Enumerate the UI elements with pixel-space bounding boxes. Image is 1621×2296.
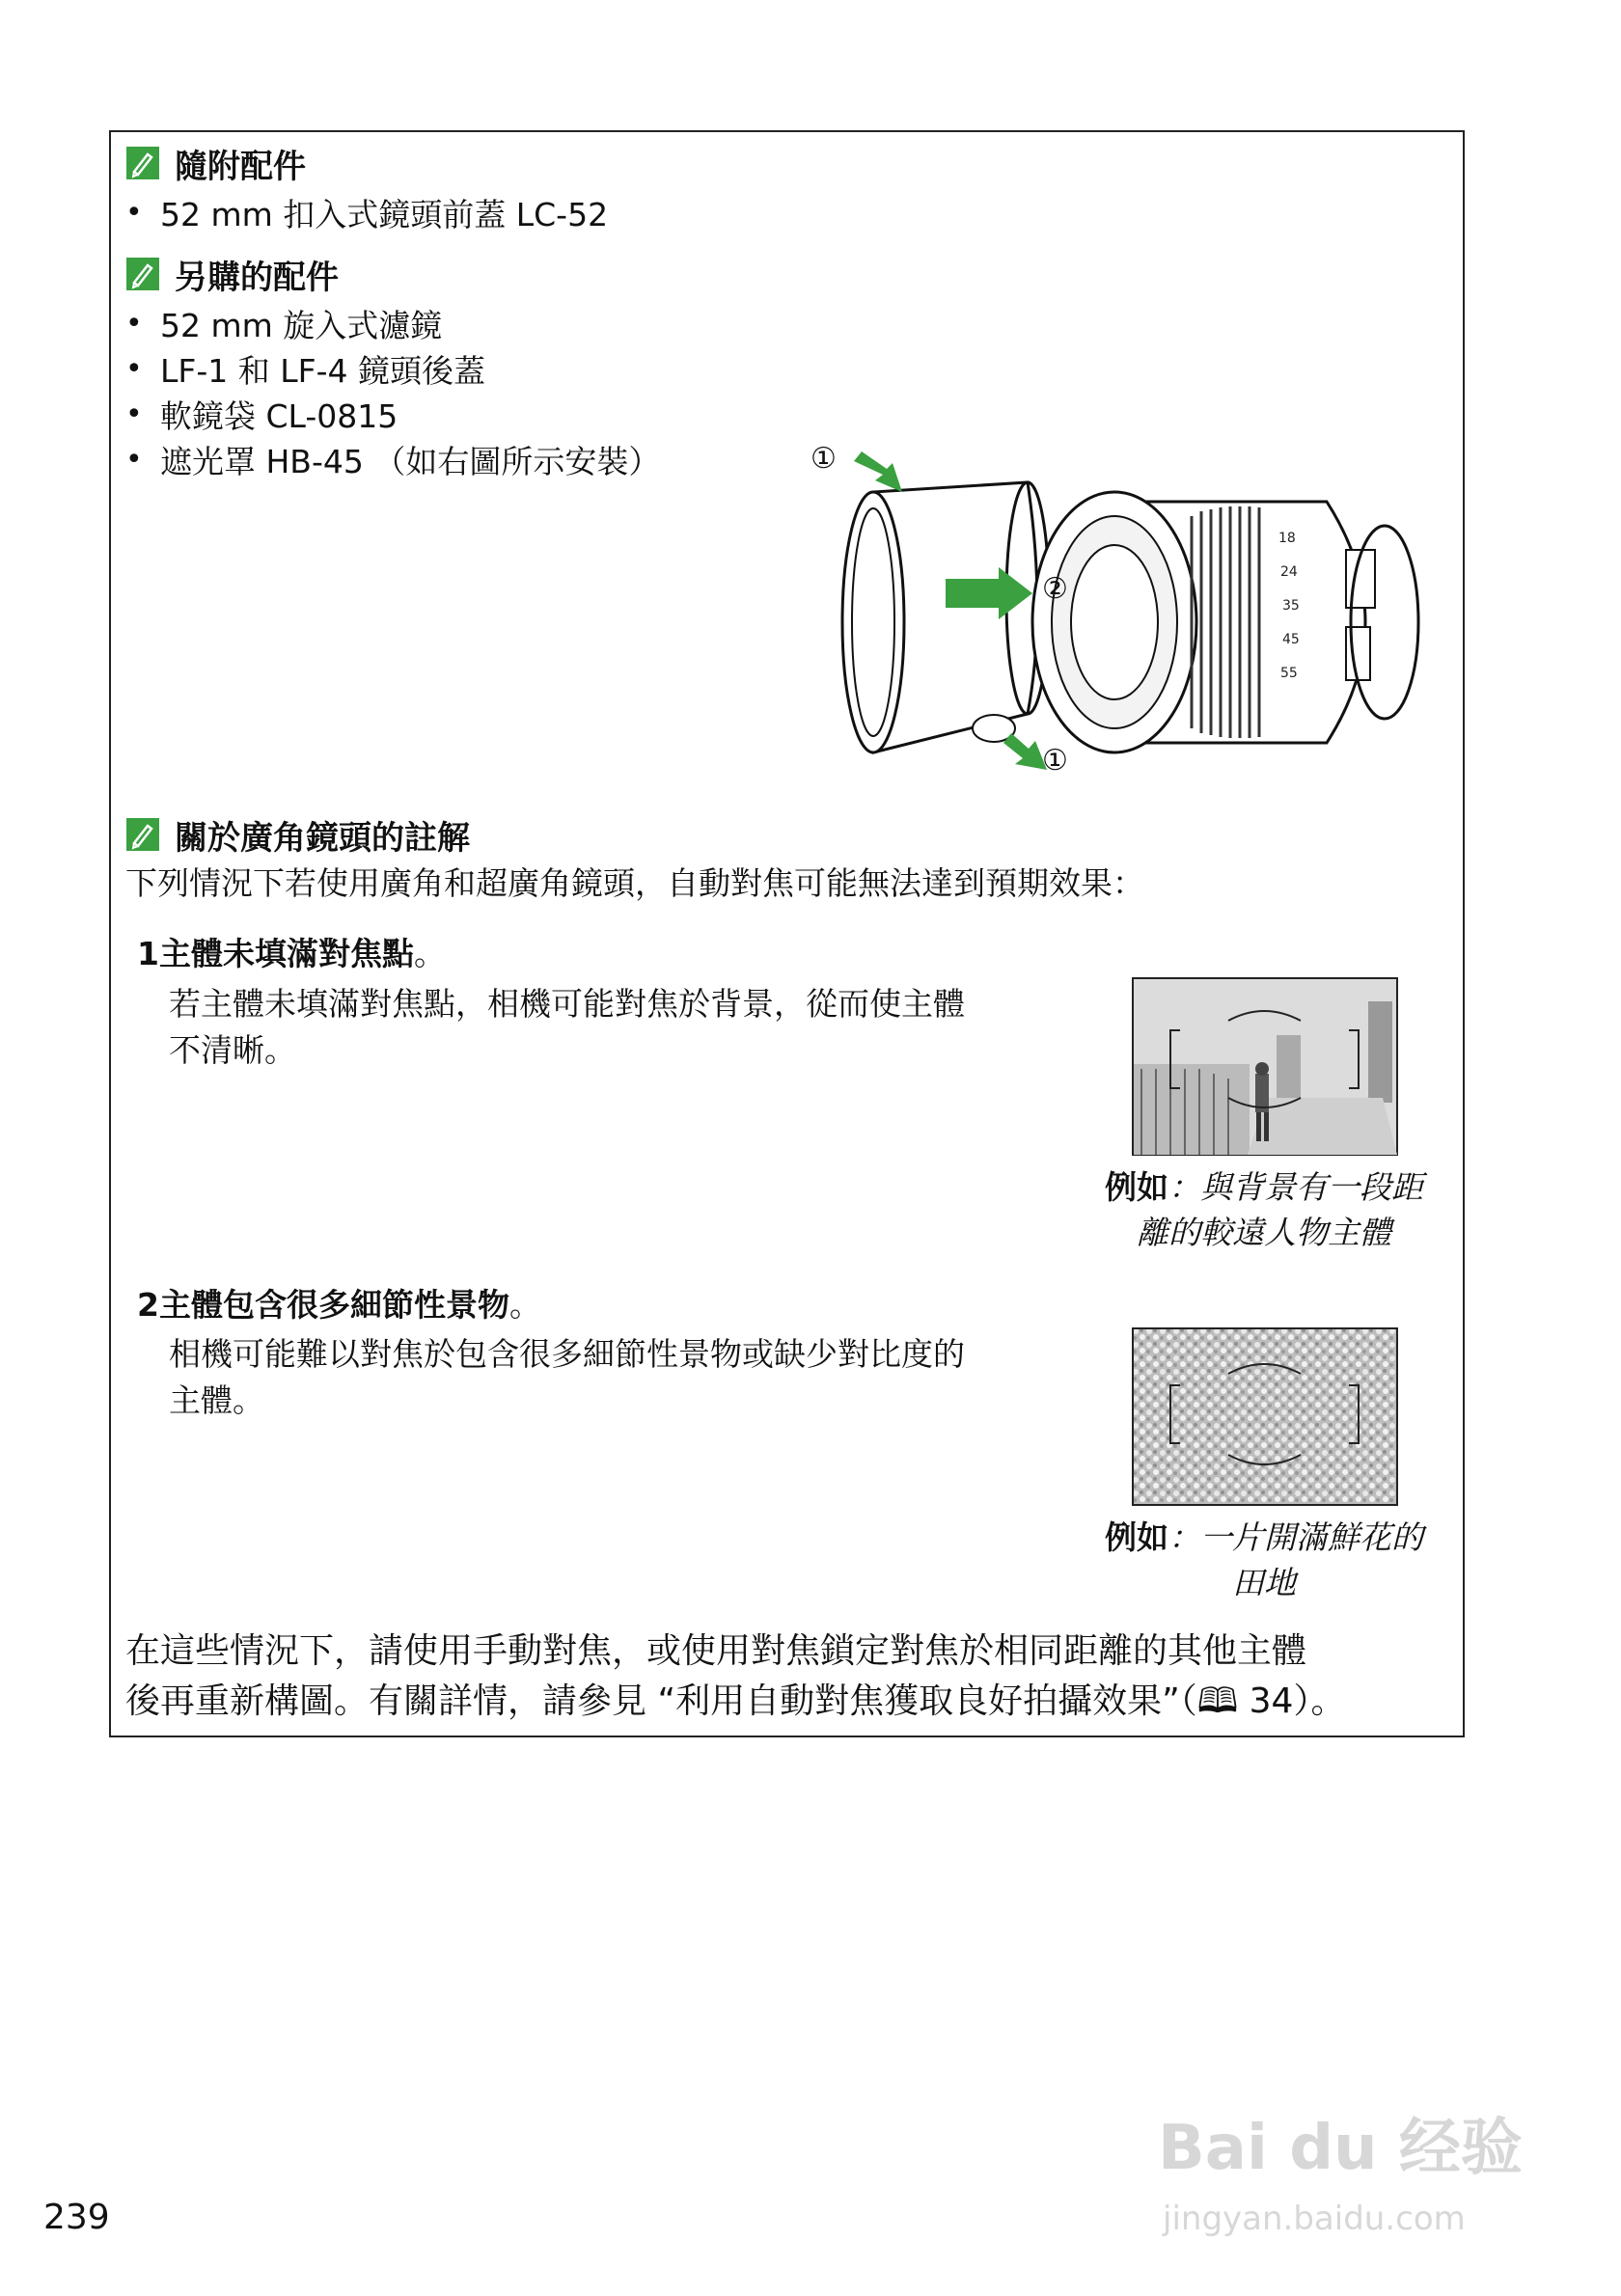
- watermark-logo: Bai du 经验: [1158, 2113, 1523, 2184]
- list-item: • 軟鏡袋 CL-0815: [125, 396, 398, 435]
- photo-distant-subject: [1132, 977, 1398, 1156]
- wide-angle-heading: 關於廣角鏡頭的註解: [126, 813, 470, 856]
- step-marker-1: ①: [810, 442, 837, 476]
- arrow-icon: [854, 451, 902, 492]
- book-icon: 🕮: [1196, 1681, 1239, 1721]
- step-marker-2: ②: [1042, 572, 1068, 606]
- case1-body-line1: 若主體未填滿對焦點，相機可能對焦於背景，從而使主體: [169, 985, 965, 1023]
- wide-angle-intro: 下列情況下若使用廣角和超廣角鏡頭，自動對焦可能無法達到預期效果：: [125, 864, 1144, 902]
- step-marker-1b: ①: [1042, 744, 1068, 778]
- case2-heading: 2主體包含很多細節性景物。: [137, 1286, 541, 1324]
- list-item: • 52 mm 扣入式鏡頭前蓋 LC-52: [125, 195, 609, 233]
- svg-text:24: 24: [1280, 564, 1298, 580]
- list-item: • 遮光罩 HB-45 （如右圖所示安裝）: [125, 442, 661, 480]
- watermark-url: jingyan.baidu.com: [1163, 2200, 1466, 2238]
- pencil-icon: [126, 818, 159, 851]
- page-number: 239: [43, 2198, 110, 2237]
- lens-illustration: [1032, 492, 1418, 752]
- arrow-icon: [1003, 733, 1047, 770]
- svg-text:35: 35: [1282, 598, 1300, 614]
- final-paragraph-line1: 在這些情況下，請使用手動對焦，或使用對焦鎖定對焦於相同距離的其他主體: [125, 1631, 1307, 1671]
- lens-hood-illustration: [842, 482, 1049, 752]
- case1-body-line2: 不清晰。: [169, 1031, 296, 1069]
- list-item: • 52 mm 旋入式濾鏡: [125, 306, 443, 344]
- svg-text:55: 55: [1280, 666, 1298, 681]
- optional-heading: 另購的配件: [126, 253, 339, 295]
- svg-text:18: 18: [1278, 531, 1296, 546]
- pencil-icon: [126, 147, 159, 179]
- svg-text:45: 45: [1282, 632, 1300, 647]
- case1-caption: 例如：與背景有一段距 離的較遠人物主體: [1105, 1168, 1423, 1251]
- supplied-heading: 隨附配件: [126, 142, 306, 184]
- pencil-icon: [126, 258, 159, 290]
- case1-heading: 1主體未填滿對焦點。: [137, 935, 446, 972]
- case2-caption: 例如：一片開滿鮮花的 田地: [1105, 1518, 1423, 1601]
- case2-body-line1: 相機可能難以對焦於包含很多細節性景物或缺少對比度的: [169, 1335, 965, 1373]
- case2-body-line2: 主體。: [169, 1381, 264, 1419]
- lens-hood-diagram: [806, 434, 1462, 791]
- final-paragraph-line2: 後再重新構圖。有關詳情，請參見 “利用自動對焦獲取良好拍攝效果”（🕮 34）。: [125, 1681, 1346, 1721]
- photo-flower-field: [1132, 1327, 1398, 1506]
- list-item: • LF-1 和 LF-4 鏡頭後蓋: [125, 351, 486, 390]
